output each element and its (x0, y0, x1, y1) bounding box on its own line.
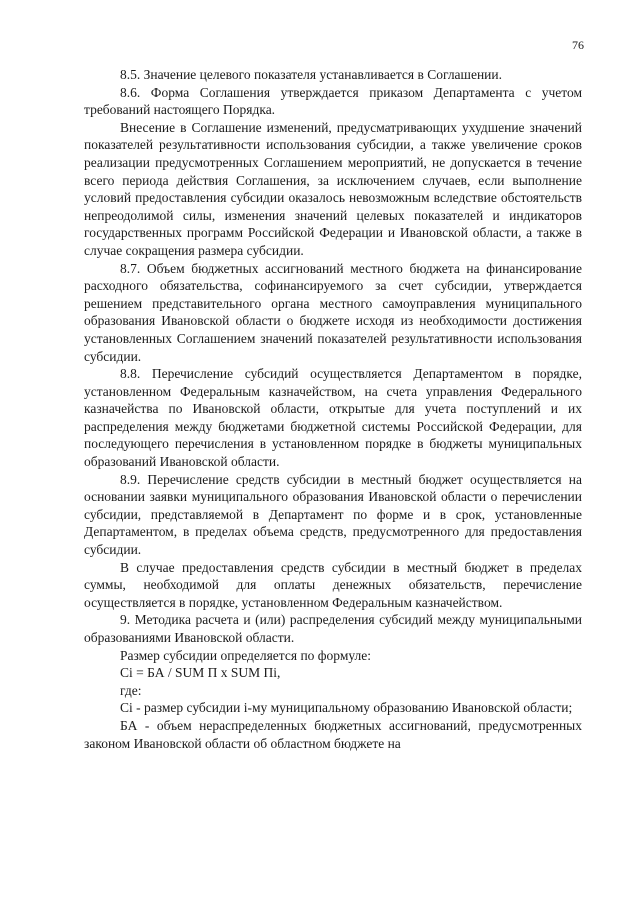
paragraph-8-9: 8.9. Перечисление средств субсидии в местный бюджет осуществляется на основании заявки муниципального образования Ивановской области о перечислении субсидии, представляемой в Департамент по форме и в срок, установленные Департаментом, в пределах объема средств, предусмотренного для предоставления субсидии. (84, 471, 582, 558)
paragraph-agreement-changes: Внесение в Соглашение изменений, предусматривающих ухудшение значений показателей результативности использования субсидии, а также увеличение сроков реализации предусмотренных Соглашением мероприятий, не допускается в течение всего периода действия Соглашения, за исключением случаев, если выполнение условий предоставления субсидии оказалось невозможным вследствие обстоятельств непреодолимой силы, изменения значений целевых показателей и индикаторов государственных программ Российской Федерации и Ивановской области, а также в случае сокращения размера субсидии. (84, 119, 582, 258)
paragraph-8-5: 8.5. Значение целевого показателя устанавливается в Соглашении. (120, 67, 502, 82)
page-number: 76 (572, 38, 584, 52)
formula: Сi = БА / SUM П x SUM Пi, (120, 665, 281, 681)
definition-ci: Сi - размер субсидии i-му муниципальному образованию Ивановской области; (120, 700, 573, 716)
paragraph-8-7: 8.7. Объем бюджетных ассигнований местного бюджета на финансирование расходного обязательства, софинансируемого за счет субсидии, утверждается решением представительного органа местного самоуправления муниципального образования Ивановской области о бюджете исходя из необходимости достижения установленных Соглашением значений показателей результативности использования субсидии. (84, 260, 582, 364)
paragraph-8-8: 8.8. Перечисление субсидий осуществляется Департаментом в порядке, установленном Федеральным казначейством, на счета управления Федерального казначейства по Ивановской области, открытые для учета поступлений и их распределения между бюджетами бюджетной системы Российской Федерации, для последующего перечисления в установленном порядке в бюджеты муниципальных образований Ивановской области. (84, 366, 582, 470)
document-body (84, 66, 582, 752)
paragraph-9: 9. Методика расчета и (или) распределения субсидий между муниципальными образованиями Ивановской области. (84, 612, 582, 645)
paragraph-formula-intro: Размер субсидии определяется по формуле: (120, 647, 372, 663)
paragraph-where: где: (120, 682, 142, 698)
paragraph-budget-transfer: В случае предоставления средств субсидии в местный бюджет в пределах суммы, необходимой для оплаты денежных обязательств, перечисление осуществляется в порядке, установленном Федеральным казначейством. (84, 559, 582, 610)
definition-ba: БА - объем нераспределенных бюджетных ассигнований, предусмотренных законом Ивановской области об областном бюджете на (84, 717, 582, 751)
paragraph-8-6: 8.6. Форма Соглашения утверждается приказом Департамента с учетом требований настоящего Порядка. (84, 84, 582, 118)
